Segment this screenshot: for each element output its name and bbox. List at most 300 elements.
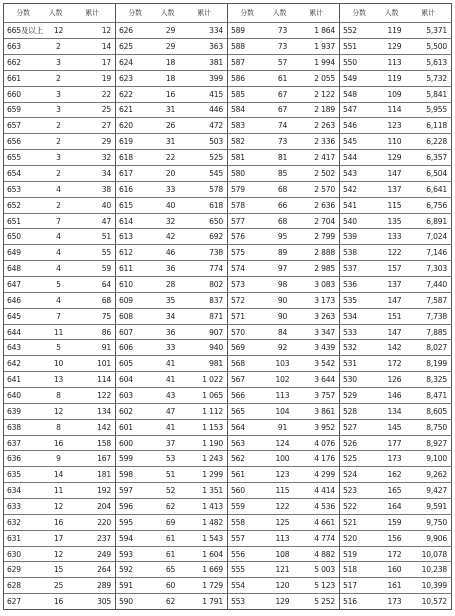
cumulative-cell: 7,303 xyxy=(426,264,447,274)
table-row xyxy=(228,436,339,452)
cumulative-cell: 9,750 xyxy=(426,517,447,527)
count-cell: 65 xyxy=(165,565,176,575)
table-row xyxy=(116,182,227,198)
table-row xyxy=(116,325,227,341)
table-row xyxy=(340,55,451,71)
count-cell: 18 xyxy=(165,73,176,83)
score-cell: 562 xyxy=(231,454,245,464)
score-cell: 617 xyxy=(119,168,133,178)
cumulative-cell: 1 351 xyxy=(202,486,223,496)
header-score: 分数 xyxy=(128,9,142,18)
table-row xyxy=(4,483,115,499)
header-cumulative: 累计 xyxy=(197,9,211,18)
cumulative-cell: 9,591 xyxy=(426,501,447,511)
score-cell: 533 xyxy=(343,327,357,337)
count-cell: 147 xyxy=(387,327,402,337)
count-cell: 18 xyxy=(165,57,176,67)
table-row xyxy=(340,309,451,325)
score-cell: 580 xyxy=(231,168,245,178)
count-cell: 7 xyxy=(56,216,61,226)
score-cell: 529 xyxy=(343,390,357,400)
score-cell: 665及以上 xyxy=(7,26,44,36)
cumulative-cell: 32 xyxy=(101,153,111,163)
score-cell: 656 xyxy=(7,137,21,147)
count-cell: 122 xyxy=(275,501,290,511)
cumulative-cell: 472 xyxy=(209,121,223,131)
score-cell: 588 xyxy=(231,42,245,52)
cumulative-cell: 220 xyxy=(97,517,111,527)
cumulative-cell: 7,146 xyxy=(426,248,447,258)
score-cell: 554 xyxy=(231,581,245,591)
table-row xyxy=(228,451,339,467)
table-row xyxy=(4,531,115,547)
table-row xyxy=(340,103,451,119)
cumulative-cell: 192 xyxy=(97,486,111,496)
header-count: 人数 xyxy=(384,9,399,18)
table-row xyxy=(340,325,451,341)
cumulative-cell: 86 xyxy=(101,327,111,337)
table-row xyxy=(116,229,227,245)
table-row xyxy=(228,198,339,214)
table-row xyxy=(116,103,227,119)
score-cell: 654 xyxy=(7,168,21,178)
cumulative-cell: 51 xyxy=(101,232,111,242)
table-row xyxy=(340,515,451,531)
table-row xyxy=(228,261,339,277)
count-cell: 121 xyxy=(275,565,290,575)
count-cell: 123 xyxy=(387,121,402,131)
count-cell: 109 xyxy=(387,89,402,99)
table-row xyxy=(116,467,227,483)
table-row xyxy=(340,87,451,103)
cumulative-cell: 3 083 xyxy=(314,279,335,289)
table-row xyxy=(4,293,115,309)
table-row xyxy=(4,23,115,39)
cumulative-cell: 446 xyxy=(209,105,223,115)
score-cell: 606 xyxy=(119,343,133,353)
table-row xyxy=(116,87,227,103)
score-cell: 618 xyxy=(119,153,133,163)
table-row xyxy=(4,325,115,341)
score-cell: 522 xyxy=(343,501,357,511)
table-row xyxy=(116,150,227,166)
count-cell: 67 xyxy=(277,89,288,99)
table-row xyxy=(340,277,451,293)
cumulative-cell: 122 xyxy=(97,390,111,400)
cumulative-cell: 3 757 xyxy=(314,390,335,400)
table-row xyxy=(228,547,339,563)
score-cell: 575 xyxy=(231,248,245,258)
score-cell: 620 xyxy=(119,121,133,131)
score-cell: 555 xyxy=(231,565,245,575)
table-row xyxy=(4,229,115,245)
table-row xyxy=(340,214,451,230)
count-cell: 68 xyxy=(277,216,288,226)
score-cell: 578 xyxy=(231,200,245,210)
cumulative-cell: 158 xyxy=(97,438,111,448)
table-row xyxy=(340,562,451,578)
count-cell: 3 xyxy=(56,153,61,163)
cumulative-cell: 2 417 xyxy=(314,153,335,163)
score-cell: 540 xyxy=(343,216,357,226)
header-score: 分数 xyxy=(240,9,254,18)
score-cell: 573 xyxy=(231,279,245,289)
score-cell: 647 xyxy=(7,279,21,289)
score-cell: 590 xyxy=(119,597,133,607)
count-cell: 81 xyxy=(277,153,288,163)
score-cell: 601 xyxy=(119,422,133,432)
score-cell: 603 xyxy=(119,390,133,400)
count-cell: 25 xyxy=(53,581,64,591)
cumulative-cell: 399 xyxy=(209,73,223,83)
score-cell: 614 xyxy=(119,216,133,226)
table-row xyxy=(228,388,339,404)
score-cell: 545 xyxy=(343,137,357,147)
score-cell: 541 xyxy=(343,200,357,210)
table-row xyxy=(4,87,115,103)
table-row xyxy=(116,198,227,214)
score-cell: 660 xyxy=(7,89,21,99)
score-cell: 556 xyxy=(231,549,245,559)
table-row xyxy=(116,594,227,609)
cumulative-cell: 249 xyxy=(97,549,111,559)
count-cell: 119 xyxy=(387,73,402,83)
score-cell: 585 xyxy=(231,89,245,99)
score-cell: 544 xyxy=(343,153,357,163)
cumulative-cell: 8,199 xyxy=(426,359,447,369)
count-cell: 172 xyxy=(387,359,402,369)
cumulative-cell: 134 xyxy=(97,406,111,416)
count-cell: 53 xyxy=(165,454,176,464)
count-cell: 11 xyxy=(53,486,64,496)
count-cell: 10 xyxy=(53,359,64,369)
table-row xyxy=(116,531,227,547)
cumulative-cell: 940 xyxy=(209,343,223,353)
count-cell: 4 xyxy=(56,184,61,194)
cumulative-cell: 738 xyxy=(209,248,223,258)
count-cell: 102 xyxy=(275,375,290,385)
cumulative-cell: 75 xyxy=(101,311,111,321)
score-cell: 615 xyxy=(119,200,133,210)
header-count: 人数 xyxy=(160,9,175,18)
table-row xyxy=(228,309,339,325)
count-cell: 108 xyxy=(275,549,290,559)
count-cell: 120 xyxy=(275,581,290,591)
count-cell: 41 xyxy=(165,375,176,385)
count-cell: 137 xyxy=(387,279,402,289)
count-cell: 61 xyxy=(165,533,176,543)
table-row xyxy=(340,150,451,166)
cumulative-cell: 1 022 xyxy=(202,375,223,385)
count-cell: 31 xyxy=(165,137,176,147)
cumulative-cell: 12 xyxy=(101,26,111,36)
table-row xyxy=(228,594,339,609)
score-cell: 560 xyxy=(231,486,245,496)
cumulative-cell: 981 xyxy=(209,359,223,369)
cumulative-cell: 237 xyxy=(97,533,111,543)
cumulative-cell: 4 176 xyxy=(314,454,335,464)
table-row xyxy=(340,483,451,499)
table-row xyxy=(4,150,115,166)
table-row xyxy=(116,39,227,55)
table-row xyxy=(116,309,227,325)
count-cell: 51 xyxy=(165,470,176,480)
table-row xyxy=(228,515,339,531)
score-cell: 523 xyxy=(343,486,357,496)
count-cell: 135 xyxy=(387,216,402,226)
count-cell: 32 xyxy=(165,216,176,226)
count-cell: 95 xyxy=(277,232,288,242)
score-cell: 518 xyxy=(343,565,357,575)
score-cell: 595 xyxy=(119,517,133,527)
table-row xyxy=(4,118,115,134)
score-cell: 572 xyxy=(231,295,245,305)
score-cell: 587 xyxy=(231,57,245,67)
count-cell: 4 xyxy=(56,264,61,274)
score-cell: 598 xyxy=(119,470,133,480)
score-cell: 636 xyxy=(7,454,21,464)
cumulative-cell: 289 xyxy=(97,581,111,591)
table-row xyxy=(340,293,451,309)
table-row xyxy=(116,578,227,594)
count-cell: 29 xyxy=(165,26,176,36)
table-header xyxy=(116,4,227,23)
score-cell: 625 xyxy=(119,42,133,52)
table-row xyxy=(4,594,115,609)
score-cell: 567 xyxy=(231,375,245,385)
table-row xyxy=(4,245,115,261)
cumulative-cell: 3 644 xyxy=(314,375,335,385)
table-row xyxy=(4,182,115,198)
score-cell: 635 xyxy=(7,470,21,480)
table-header xyxy=(4,4,115,23)
table-row xyxy=(340,166,451,182)
table-row xyxy=(340,531,451,547)
count-cell: 12 xyxy=(53,406,64,416)
score-cell: 537 xyxy=(343,264,357,274)
cumulative-cell: 17 xyxy=(101,57,111,67)
score-cell: 592 xyxy=(119,565,133,575)
cumulative-cell: 1 065 xyxy=(202,390,223,400)
score-cell: 551 xyxy=(343,42,357,52)
table-row xyxy=(4,578,115,594)
score-cell: 596 xyxy=(119,501,133,511)
table-row xyxy=(340,388,451,404)
score-cell: 621 xyxy=(119,105,133,115)
cumulative-cell: 618 xyxy=(209,200,223,210)
table-row xyxy=(228,118,339,134)
table-row xyxy=(228,39,339,55)
table-row xyxy=(228,214,339,230)
score-cell: 574 xyxy=(231,264,245,274)
cumulative-cell: 1 543 xyxy=(202,533,223,543)
header-count: 人数 xyxy=(272,9,287,18)
cumulative-cell: 68 xyxy=(101,295,111,305)
cumulative-cell: 6,504 xyxy=(426,168,447,178)
table-row xyxy=(228,578,339,594)
score-cell: 607 xyxy=(119,327,133,337)
cumulative-cell: 2 055 xyxy=(314,73,335,83)
count-cell: 8 xyxy=(56,422,61,432)
score-cell: 547 xyxy=(343,105,357,115)
count-cell: 157 xyxy=(387,264,402,274)
score-cell: 661 xyxy=(7,73,21,83)
cumulative-cell: 2 263 xyxy=(314,121,335,131)
count-cell: 124 xyxy=(275,438,290,448)
table-row xyxy=(116,245,227,261)
table-row xyxy=(4,55,115,71)
count-cell: 3 xyxy=(56,57,61,67)
score-cell: 549 xyxy=(343,73,357,83)
table-row xyxy=(116,71,227,87)
cumulative-cell: 503 xyxy=(209,137,223,147)
score-cell: 597 xyxy=(119,486,133,496)
count-cell: 161 xyxy=(387,581,402,591)
count-cell: 126 xyxy=(387,375,402,385)
count-cell: 36 xyxy=(165,327,176,337)
score-cell: 616 xyxy=(119,184,133,194)
cumulative-cell: 5,371 xyxy=(426,26,447,36)
count-cell: 41 xyxy=(165,359,176,369)
count-cell: 33 xyxy=(165,184,176,194)
cumulative-cell: 2 189 xyxy=(314,105,335,115)
count-cell: 42 xyxy=(165,232,176,242)
cumulative-cell: 837 xyxy=(209,295,223,305)
cumulative-cell: 9,427 xyxy=(426,486,447,496)
score-cell: 517 xyxy=(343,581,357,591)
count-cell: 74 xyxy=(277,121,288,131)
header-score: 分数 xyxy=(16,9,30,18)
score-cell: 557 xyxy=(231,533,245,543)
cumulative-cell: 1 864 xyxy=(314,26,335,36)
count-cell: 113 xyxy=(387,57,402,67)
cumulative-cell: 1 791 xyxy=(202,597,223,607)
cumulative-cell: 7,738 xyxy=(426,311,447,321)
count-cell: 104 xyxy=(275,406,290,416)
count-cell: 2 xyxy=(56,168,61,178)
score-cell: 552 xyxy=(343,26,357,36)
score-cell: 583 xyxy=(231,121,245,131)
cumulative-cell: 64 xyxy=(101,279,111,289)
table-row xyxy=(4,71,115,87)
count-cell: 69 xyxy=(165,517,176,527)
score-cell: 612 xyxy=(119,248,133,258)
count-cell: 22 xyxy=(165,153,176,163)
table-header xyxy=(228,4,339,23)
score-cell: 542 xyxy=(343,184,357,194)
score-cell: 561 xyxy=(231,470,245,480)
cumulative-cell: 381 xyxy=(209,57,223,67)
score-cell: 594 xyxy=(119,533,133,543)
count-cell: 26 xyxy=(165,121,176,131)
table-block xyxy=(115,3,227,610)
score-cell: 637 xyxy=(7,438,21,448)
score-cell: 629 xyxy=(7,565,21,575)
table-row xyxy=(228,229,339,245)
cumulative-cell: 1 669 xyxy=(202,565,223,575)
cumulative-cell: 2 336 xyxy=(314,137,335,147)
table-row xyxy=(4,547,115,563)
count-cell: 2 xyxy=(56,121,61,131)
table-row xyxy=(116,214,227,230)
header-cumulative: 累计 xyxy=(421,9,435,18)
count-cell: 2 xyxy=(56,137,61,147)
cumulative-cell: 5 252 xyxy=(314,597,335,607)
cumulative-cell: 5 123 xyxy=(314,581,335,591)
count-cell: 119 xyxy=(387,26,402,36)
table-row xyxy=(4,436,115,452)
count-cell: 13 xyxy=(53,375,64,385)
cumulative-cell: 305 xyxy=(97,597,111,607)
score-cell: 605 xyxy=(119,359,133,369)
count-cell: 92 xyxy=(277,343,288,353)
count-cell: 156 xyxy=(387,533,402,543)
table-row xyxy=(228,562,339,578)
table-row xyxy=(228,71,339,87)
table-row xyxy=(340,404,451,420)
count-cell: 62 xyxy=(165,597,176,607)
count-cell: 5 xyxy=(56,279,61,289)
cumulative-cell: 38 xyxy=(101,184,111,194)
cumulative-cell: 10,238 xyxy=(421,565,447,575)
count-cell: 129 xyxy=(275,597,290,607)
table-row xyxy=(116,372,227,388)
table-row xyxy=(340,451,451,467)
cumulative-cell: 1 190 xyxy=(202,438,223,448)
header-score: 分数 xyxy=(352,9,366,18)
score-cell: 546 xyxy=(343,121,357,131)
table-row xyxy=(228,531,339,547)
cumulative-cell: 59 xyxy=(101,264,111,274)
score-cell: 623 xyxy=(119,73,133,83)
cumulative-cell: 3 347 xyxy=(314,327,335,337)
cumulative-cell: 334 xyxy=(209,26,223,36)
cumulative-cell: 3 263 xyxy=(314,311,335,321)
score-cell: 641 xyxy=(7,375,21,385)
table-row xyxy=(4,103,115,119)
table-row xyxy=(228,23,339,39)
score-cell: 566 xyxy=(231,390,245,400)
score-cell: 642 xyxy=(7,359,21,369)
count-cell: 151 xyxy=(387,311,402,321)
cumulative-cell: 3 173 xyxy=(314,295,335,305)
score-cell: 634 xyxy=(7,486,21,496)
cumulative-cell: 27 xyxy=(101,121,111,131)
score-cell: 600 xyxy=(119,438,133,448)
table-row xyxy=(116,483,227,499)
count-cell: 41 xyxy=(165,422,176,432)
score-cell: 565 xyxy=(231,406,245,416)
count-cell: 90 xyxy=(277,311,288,321)
score-cell: 648 xyxy=(7,264,21,274)
cumulative-cell: 167 xyxy=(97,454,111,464)
table-row xyxy=(4,404,115,420)
score-cell: 559 xyxy=(231,501,245,511)
cumulative-cell: 34 xyxy=(101,168,111,178)
score-cell: 640 xyxy=(7,390,21,400)
score-cell: 524 xyxy=(343,470,357,480)
cumulative-cell: 3 542 xyxy=(314,359,335,369)
score-cell: 516 xyxy=(343,597,357,607)
table-row xyxy=(4,372,115,388)
score-cell: 569 xyxy=(231,343,245,353)
table-row xyxy=(228,245,339,261)
cumulative-cell: 2 704 xyxy=(314,216,335,226)
count-cell: 16 xyxy=(53,438,64,448)
count-cell: 89 xyxy=(277,248,288,258)
table-row xyxy=(340,39,451,55)
count-cell: 8 xyxy=(56,390,61,400)
